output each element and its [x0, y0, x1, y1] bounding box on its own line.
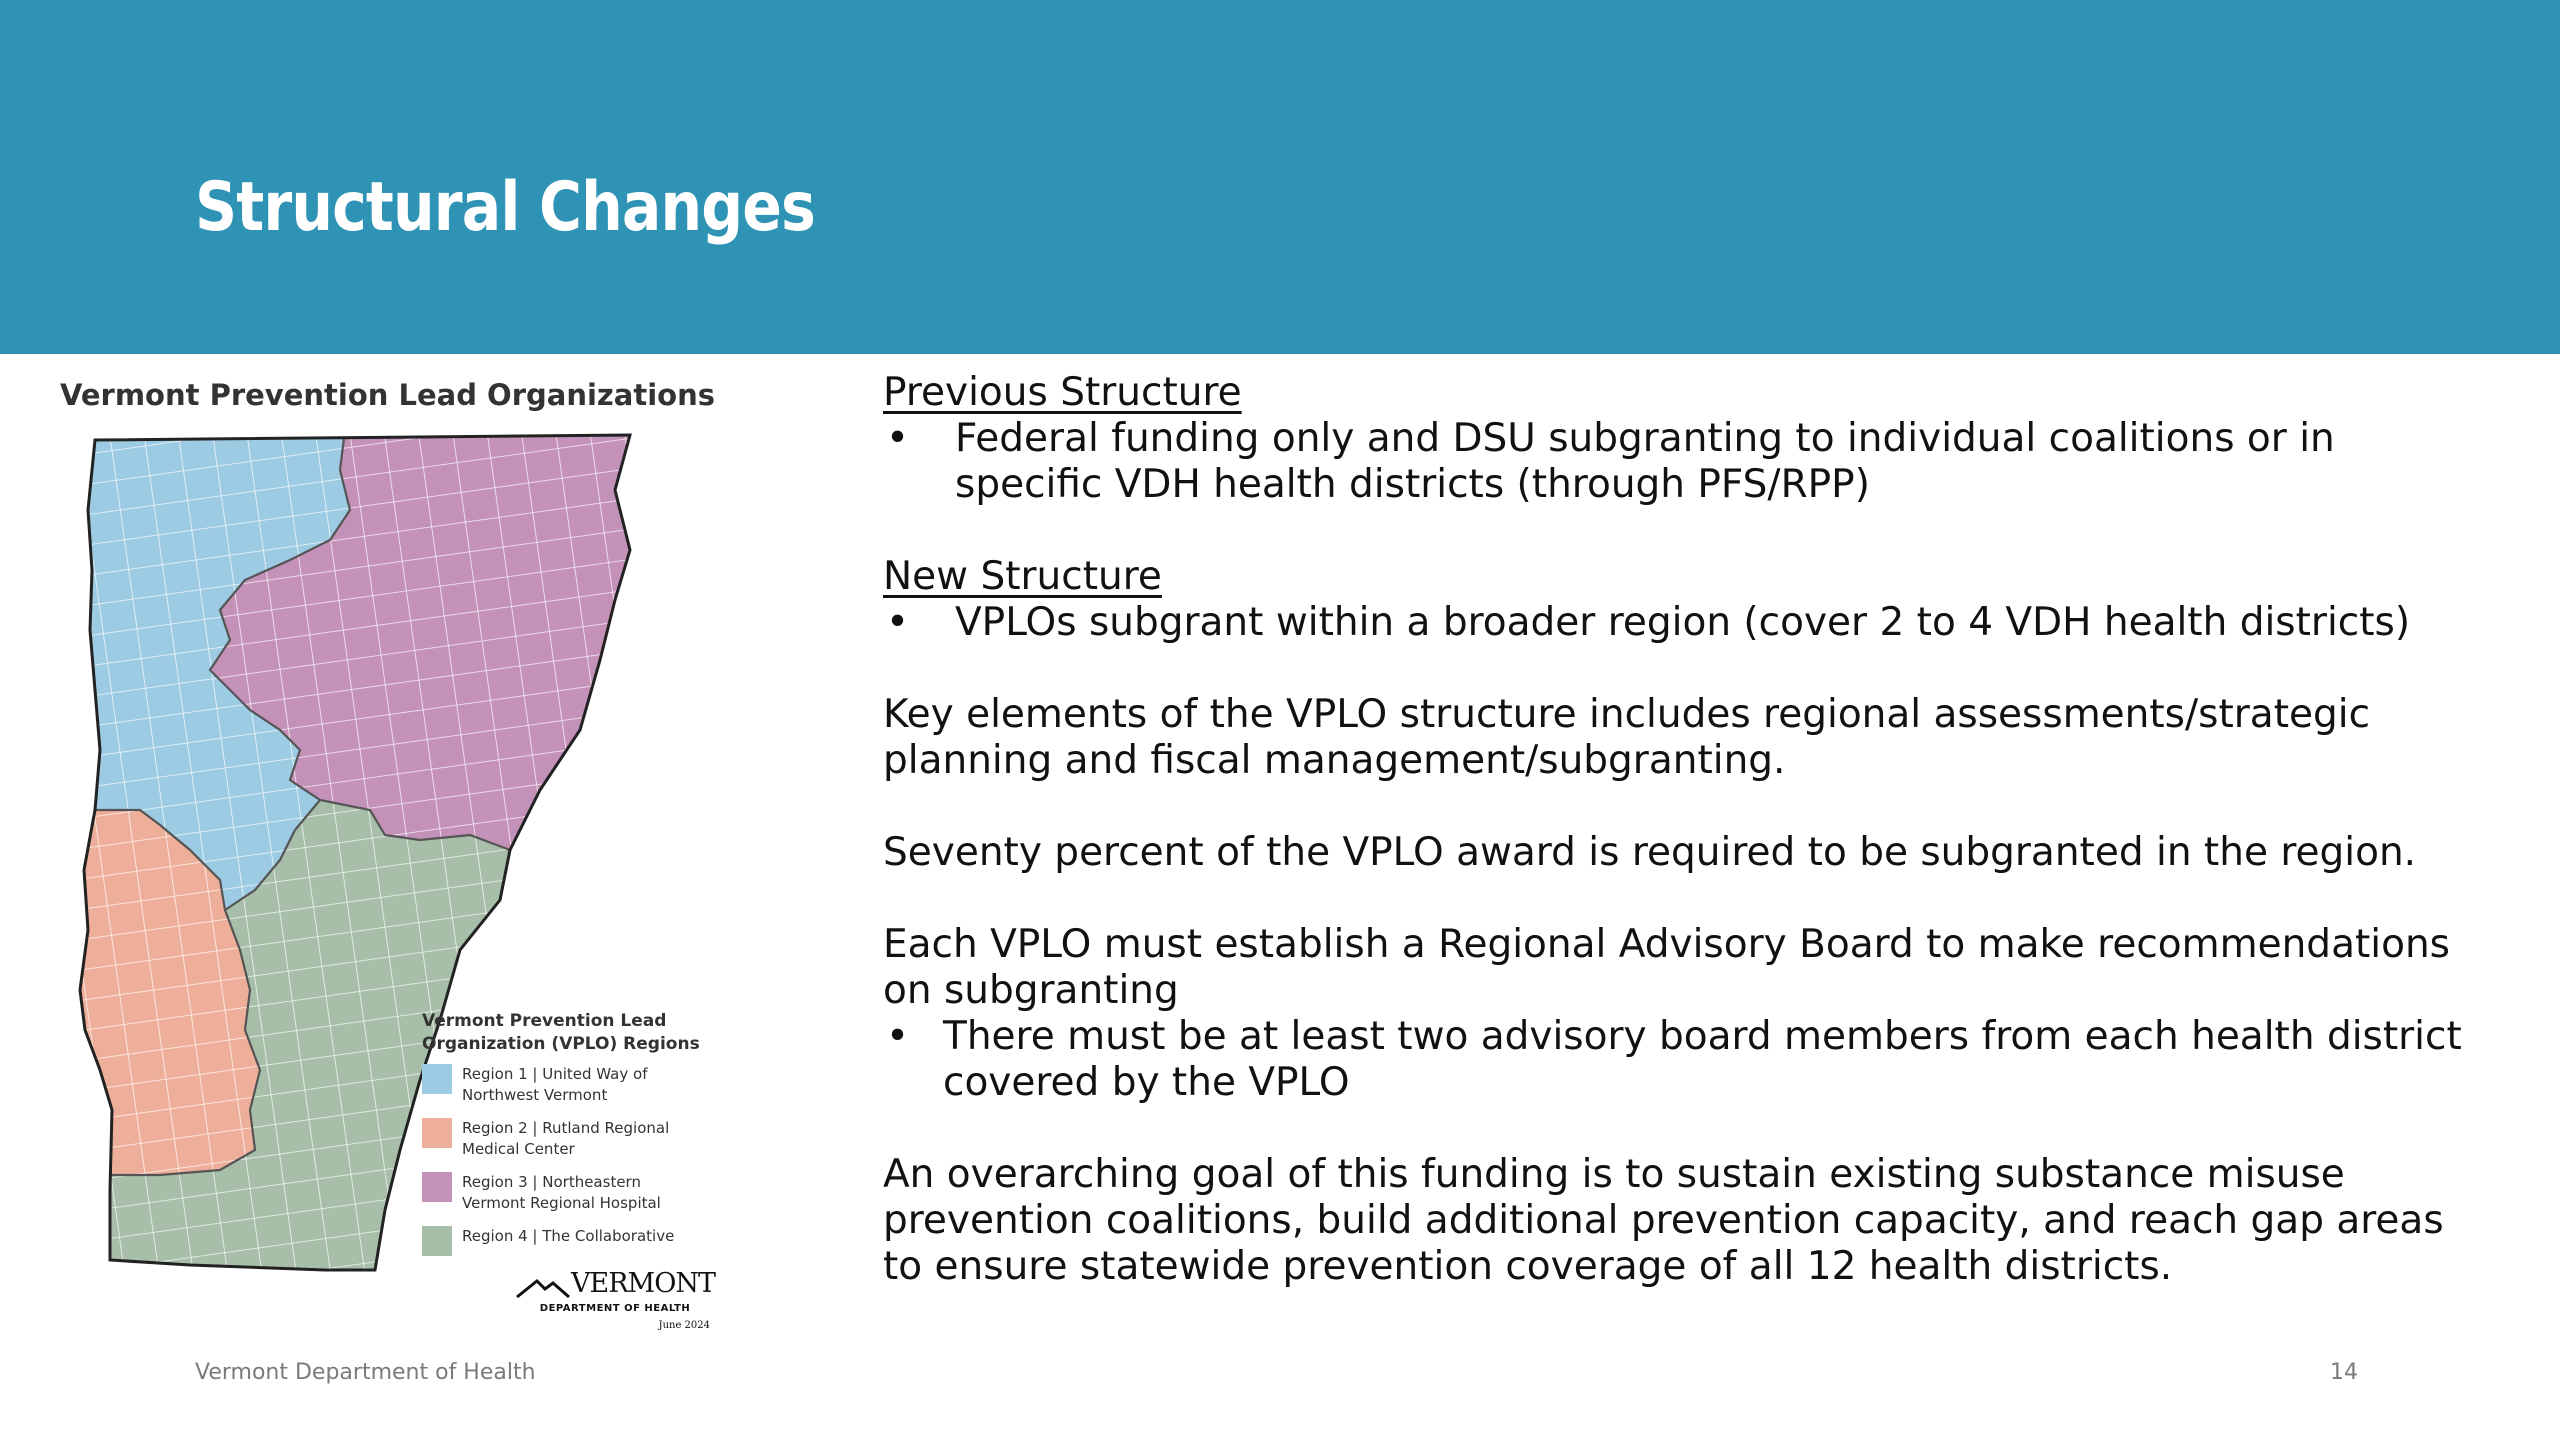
map-legend [422, 1010, 742, 1268]
new-structure-heading: New Structure [883, 554, 1162, 599]
map-date: June 2024 [658, 1320, 710, 1331]
bullet-text: There must be at least two advisory board members from each health district covered by the VPLO [943, 1014, 2462, 1105]
bullet-marker: • [886, 416, 910, 461]
new-structure-bullet [883, 600, 2483, 646]
subgrant-percent-paragraph: Seventy percent of the VPLO award is required to be subgranted in the region. [883, 830, 2417, 875]
logo-wordmark [500, 1265, 730, 1299]
legend-title: Vermont Prevention Lead Organization (VPLO) Regions [422, 1011, 700, 1054]
legend-item-region-2 [422, 1118, 742, 1160]
advisory-board-paragraph: Each VPLO must establish a Regional Advisory Board to make recommendations on subgranting [883, 922, 2450, 1013]
legend-item-region-1 [422, 1064, 742, 1106]
bullet-marker: • [886, 1014, 910, 1059]
legend-label: Region 3 | Northeastern Vermont Regional Hospital [462, 1173, 661, 1212]
bullet-text: Federal funding only and DSU subgranting to individual coalitions or in specific VDH health districts (through PFS/RPP) [955, 416, 2335, 507]
legend-item-region-3 [422, 1172, 742, 1214]
page-number: 14 [2330, 1360, 2358, 1385]
logo-word: VERMONT [571, 1268, 715, 1299]
vdh-logo [500, 1265, 730, 1331]
legend-swatch [422, 1172, 452, 1202]
bullet-marker: • [886, 600, 910, 645]
legend-item-region-4 [422, 1226, 742, 1256]
slide-title: Structural Changes [195, 168, 816, 247]
mountain-icon [515, 1275, 571, 1299]
slide-body [883, 370, 2483, 1290]
vplo-map-panel [40, 370, 740, 1350]
key-elements-paragraph: Key elements of the VPLO structure includes regional assessments/strategic planning and fiscal management/subgranting. [883, 692, 2371, 783]
previous-structure-bullet [883, 416, 2483, 508]
advisory-board-bullet [883, 1014, 2483, 1106]
legend-swatch [422, 1226, 452, 1256]
title-banner [0, 0, 2560, 354]
legend-label: Region 4 | The Collaborative [462, 1227, 675, 1245]
legend-swatch [422, 1064, 452, 1094]
previous-structure-heading: Previous Structure [883, 370, 1242, 415]
map-title: Vermont Prevention Lead Organizations [60, 378, 716, 412]
bullet-text: VPLOs subgrant within a broader region (cover 2 to 4 VDH health districts) [955, 600, 2411, 645]
legend-label: Region 1 | United Way of Northwest Vermont [462, 1065, 648, 1104]
logo-subtitle: DEPARTMENT OF HEALTH [539, 1303, 691, 1314]
footer-organization: Vermont Department of Health [195, 1360, 536, 1385]
funding-goal-paragraph: An overarching goal of this funding is to sustain existing substance misuse prevention coalitions, build additional prevention capacity, and reach gap areas to ensure statewide prevention coverage of all 12 health districts. [883, 1152, 2444, 1289]
legend-swatch [422, 1118, 452, 1148]
legend-label: Region 2 | Rutland Regional Medical Center [462, 1119, 670, 1158]
